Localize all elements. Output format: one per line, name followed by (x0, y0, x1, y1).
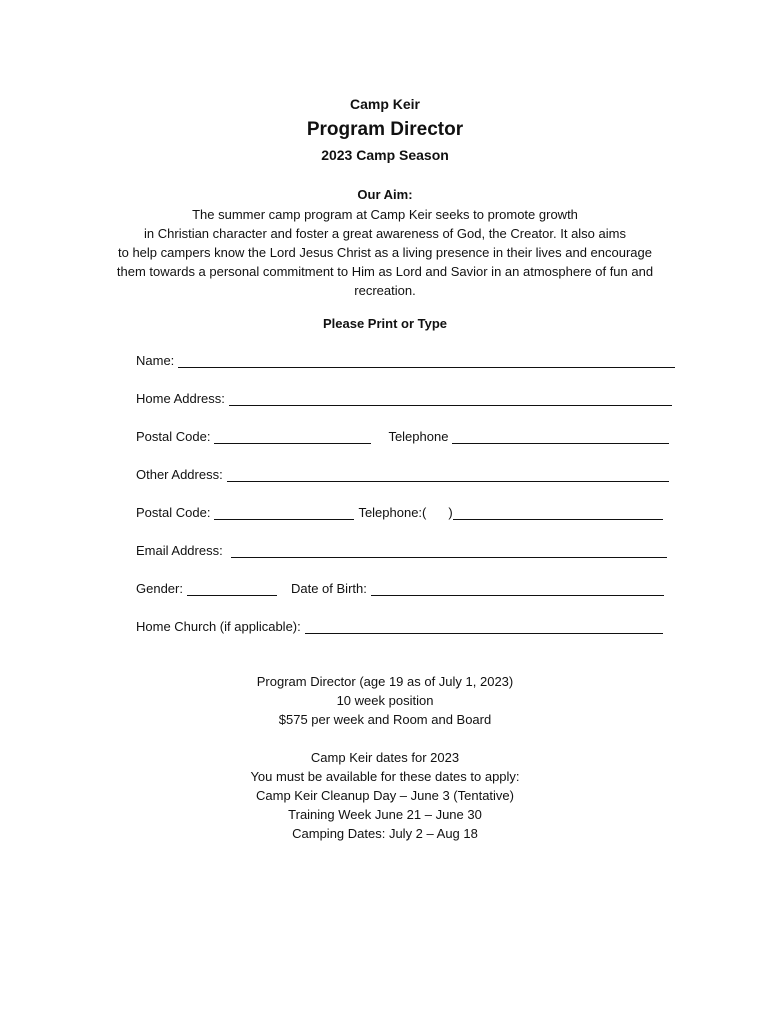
page-title: Program Director (306, 119, 464, 140)
postal-code-field-2[interactable] (214, 505, 354, 520)
telephone-field-2[interactable] (453, 505, 663, 520)
aim-line: to help campers know the Lord Jesus Christ as a living presence in their lives and encourage (117, 245, 652, 260)
season-subtitle: 2023 Camp Season (321, 147, 449, 163)
camp-dates (0, 748, 770, 843)
aim-line: The summer camp program at Camp Keir seeks to promote growth (192, 207, 578, 222)
other-address-row (136, 464, 669, 482)
email-label: Email Address: (136, 543, 223, 558)
telephone-label: Telephone (388, 429, 449, 444)
name-field[interactable] (178, 353, 675, 368)
dates-line: Training Week June 21 – June 30 (288, 807, 482, 822)
aim-line: recreation. (354, 283, 416, 298)
dates-line: You must be available for these dates to apply: (250, 769, 520, 784)
other-address-label: Other Address: (136, 467, 223, 482)
aim-paragraph (0, 205, 770, 300)
postal-code-label-2: Postal Code: (136, 505, 211, 520)
position-line: Program Director (age 19 as of July 1, 2023) (256, 674, 514, 689)
home-church-row (136, 616, 663, 634)
instructions: Please Print or Type (322, 316, 448, 331)
dates-line: Camping Dates: July 2 – Aug 18 (292, 826, 478, 841)
dob-label: Date of Birth: (290, 581, 367, 596)
name-label: Name: (136, 353, 175, 368)
dob-field[interactable] (371, 581, 664, 596)
telephone-label-2: Telephone:( (358, 505, 427, 520)
area-code-close-paren: ) (448, 505, 453, 520)
gender-label: Gender: (136, 581, 183, 596)
home-church-label: Home Church (if applicable): (136, 619, 301, 634)
dates-line: Camp Keir Cleanup Day – June 3 (Tentative) (256, 788, 514, 803)
postal-code-label: Postal Code: (136, 429, 211, 444)
home-address-label: Home Address: (136, 391, 225, 406)
position-details (0, 672, 770, 729)
home-church-field[interactable] (305, 619, 663, 634)
name-row (136, 350, 675, 368)
gender-field[interactable] (187, 581, 277, 596)
aim-heading: Our Aim: (357, 187, 413, 202)
home-address-field[interactable] (229, 391, 672, 406)
postal-telephone-row-2 (136, 502, 663, 520)
position-line: $575 per week and Room and Board (278, 712, 492, 727)
aim-line: them towards a personal commitment to Him as Lord and Savior in an atmosphere of fun and (116, 264, 654, 279)
position-line: 10 week position (336, 693, 434, 708)
telephone-field[interactable] (452, 429, 669, 444)
postal-telephone-row-1 (136, 426, 669, 444)
postal-code-field[interactable] (214, 429, 371, 444)
org-name: Camp Keir (349, 96, 421, 112)
dates-line: Camp Keir dates for 2023 (310, 750, 460, 765)
email-field[interactable] (231, 543, 667, 558)
aim-line: in Christian character and foster a great awareness of God, the Creator. It also aims (144, 226, 626, 241)
gender-dob-row (136, 578, 664, 596)
home-address-row (136, 388, 672, 406)
email-row (136, 540, 667, 558)
other-address-field[interactable] (227, 467, 669, 482)
